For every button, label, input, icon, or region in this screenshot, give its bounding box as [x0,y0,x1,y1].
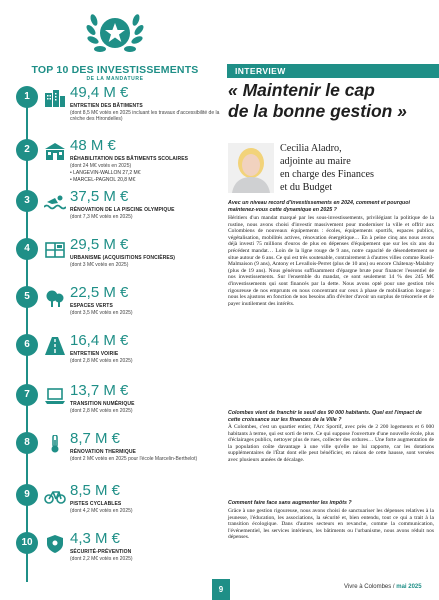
footer-issue: mai 2025 [396,584,422,590]
laurel-star-logo [84,6,146,60]
laptop-icon [44,387,66,405]
item-label: RÉNOVATION DE LA PISCINE OLYMPIQUE [70,207,175,213]
item-label: PISTES CYCLABLES [70,501,122,507]
item-amount: 8,7 M € [70,430,121,447]
road-icon [44,337,66,355]
item-label: SÉCURITÉ-PRÉVENTION [70,549,132,555]
item-label: ENTRETIEN DES BÂTIMENTS [70,103,143,109]
urbanism-icon [44,241,66,259]
item-amount: 22,5 M € [70,284,129,301]
item-amount: 13,7 M € [70,382,129,399]
person-role: et du Budget [280,182,333,193]
item-amount: 48 M € [70,137,116,154]
item-number: 5 [16,286,38,308]
buildings-icon [44,89,66,107]
item-amount: 4,3 M € [70,530,121,547]
item-amount: 8,5 M € [70,482,121,499]
tree-icon [44,289,66,307]
portrait-photo [228,143,274,193]
item-subdetail: • LANGEVIN-WALLON 27,2 M€ [70,170,141,176]
item-detail: (dont 2,8 M€ votés en 2025) [70,408,133,414]
question-1: Avec un niveau record d'investissements en 2024, comment et pourquoi maintenez-vous cette dynamique en 2025 ? [228,200,410,213]
item-amount: 49,4 M € [70,84,129,101]
answer-3: Grâce à une gestion rigoureuse, nous avons choisi de sanctuariser les dépenses relatives à la jeunesse, l'éducation, les associations, la sécurité et, bien entendu, tout ce qui a trait à la transition écologique. Dans d'autres secteurs en revanche, comme la communication, l'événementiel, les services intérieurs, les bâtiments ou l'urbanisme, nous avons réduit nos dépenses. [228,508,434,541]
person-name: Cecilia Aladro, [280,143,342,154]
item-number: 3 [16,190,38,212]
footer-publication [344,584,422,590]
item-subdetail: • MARCEL-PAGNOL 20,8 M€ [70,177,136,183]
headline-line-2: de la bonne gestion » [228,101,407,121]
page-number: 9 [212,579,230,600]
item-label: TRANSITION NUMÉRIQUE [70,401,135,407]
item-detail: (dont 3,5 M€ votés en 2025) [70,310,133,316]
item-detail: (dont 8,5 M€ votés en 2025 incluant les travaux d'accessibilité de la crèche des Hirondelles) [70,110,220,123]
item-amount: 16,4 M € [70,332,129,349]
interview-label: INTERVIEW [235,66,286,76]
item-label: RÉHABILITATION DES BÂTIMENTS SCOLAIRES [70,156,189,162]
item-detail: (dont 4,2 M€ votés en 2025) [70,508,133,514]
item-number: 7 [16,384,38,406]
item-detail: (dont 7,3 M€ votés en 2025) [70,214,133,220]
item-number: 8 [16,432,38,454]
answer-1: Héritiers d'un mandat marqué par les sous-investissements, privilégiant la politique de la rustine, nous avons choisi d'investir massivement pour moderniser la ville et offrir aux Colombiens de nouveaux équipements : écoles, équipements sportifs, espaces publics, végétalisation, mobilités actives, rénovation énergétique… En à peine cinq ans nous avons déjà investi 75 millions d'euros de plus en dépenses d'équipement que sur les six ans du précédent mandat… Loin de la ligne rouge de 9 ans, notre capacité de désendettement se situe autour de 6 ans. Ce qui est très soutenable, contrairement à d'autres villes comme Rueil-Malmaison (9 ans), Antony et Levallois-Perret (plus de 10 ans) ou encore Châtenay-Malabry (plus de 19 ans). Nous générons suffisamment d'épargne brute pour financer l'essentiel de nos investissements. Sur l'ensemble du mandat, ce sont seulement 14 % des 245 M€ d'investissements qui sont financés par la dette. Nous avons opté pour une gestion très rigoureuse de nos emprunts en nous concentrant sur ceux à phase de mobilisation longue : nous les ajustons en fonction de nos besoins afin d'éviter d'avoir un surplus de trésorerie et de payer inutilement des intérêts. [228,215,434,307]
question-2: Colombes vient de franchir le seuil des 90 000 habitants. Quel est l'impact de cette croissance sur les finances de la Ville ? [228,410,422,423]
answer-2: À Colombes, c'est un quartier entier, l'Arc Sportif, avec près de 2 200 logements et 6 000 habitants à terme, qui est sorti de terre. Ce qui suppose l'ouverture d'une nouvelle école, plus d'éclairages publics, nettoyer plus de rues, collecter des ordures… Une forte augmentation de la population coûte davantage à une ville qu'elle ne lui rapporte, car les dotations supplémentaires de l'État dont elle peut bénéficier, en raison de cette hausse, sont versées avec plusieurs années de décalage. [228,424,434,463]
swimmer-icon [44,193,66,211]
question-3: Comment faire face sans augmenter les impôts ? [228,500,352,506]
item-detail: (dont 24 M€ votés en 2025) [70,163,132,169]
top-subtitle: DE LA MANDATURE [86,76,144,82]
interview-headline [228,80,434,122]
item-number: 2 [16,139,38,161]
item-number: 10 [16,532,38,554]
item-amount: 37,5 M € [70,188,129,205]
item-label: RÉNOVATION THERMIQUE [70,449,136,455]
item-detail: (dont 2,2 M€ votés en 2025) [70,556,133,562]
item-detail: (dont 2 M€ votés en 2025 pour l'école Marcelin-Berthelot) [70,456,198,462]
item-label: URBANISME (ACQUISITIONS FONCIÈRES) [70,255,176,261]
item-number: 1 [16,86,38,108]
shield-icon [44,535,66,553]
footer-magazine: Vivre à Colombes / [344,584,395,590]
item-detail: (dont 2,8 M€ votés en 2025) [70,358,133,364]
school-icon [44,142,66,160]
item-label: ESPACES VERTS [70,303,113,309]
item-amount: 29,5 M € [70,236,129,253]
bicycle-icon [44,487,66,505]
top-title: TOP 10 DES INVESTISSEMENTS [31,64,199,76]
person-role: adjointe au maire [280,156,351,167]
thermometer-icon [44,435,66,453]
interview-header [227,64,439,78]
headline-line-1: « Maintenir le cap [228,80,375,100]
item-detail: (dont 3 M€ votés en 2025) [70,262,129,268]
person-role: en charge des Finances [280,169,375,180]
interviewee-caption [280,142,435,194]
item-number: 6 [16,334,38,356]
item-label: ENTRETIEN VOIRIE [70,351,119,357]
item-number: 4 [16,238,38,260]
item-number: 9 [16,484,38,506]
